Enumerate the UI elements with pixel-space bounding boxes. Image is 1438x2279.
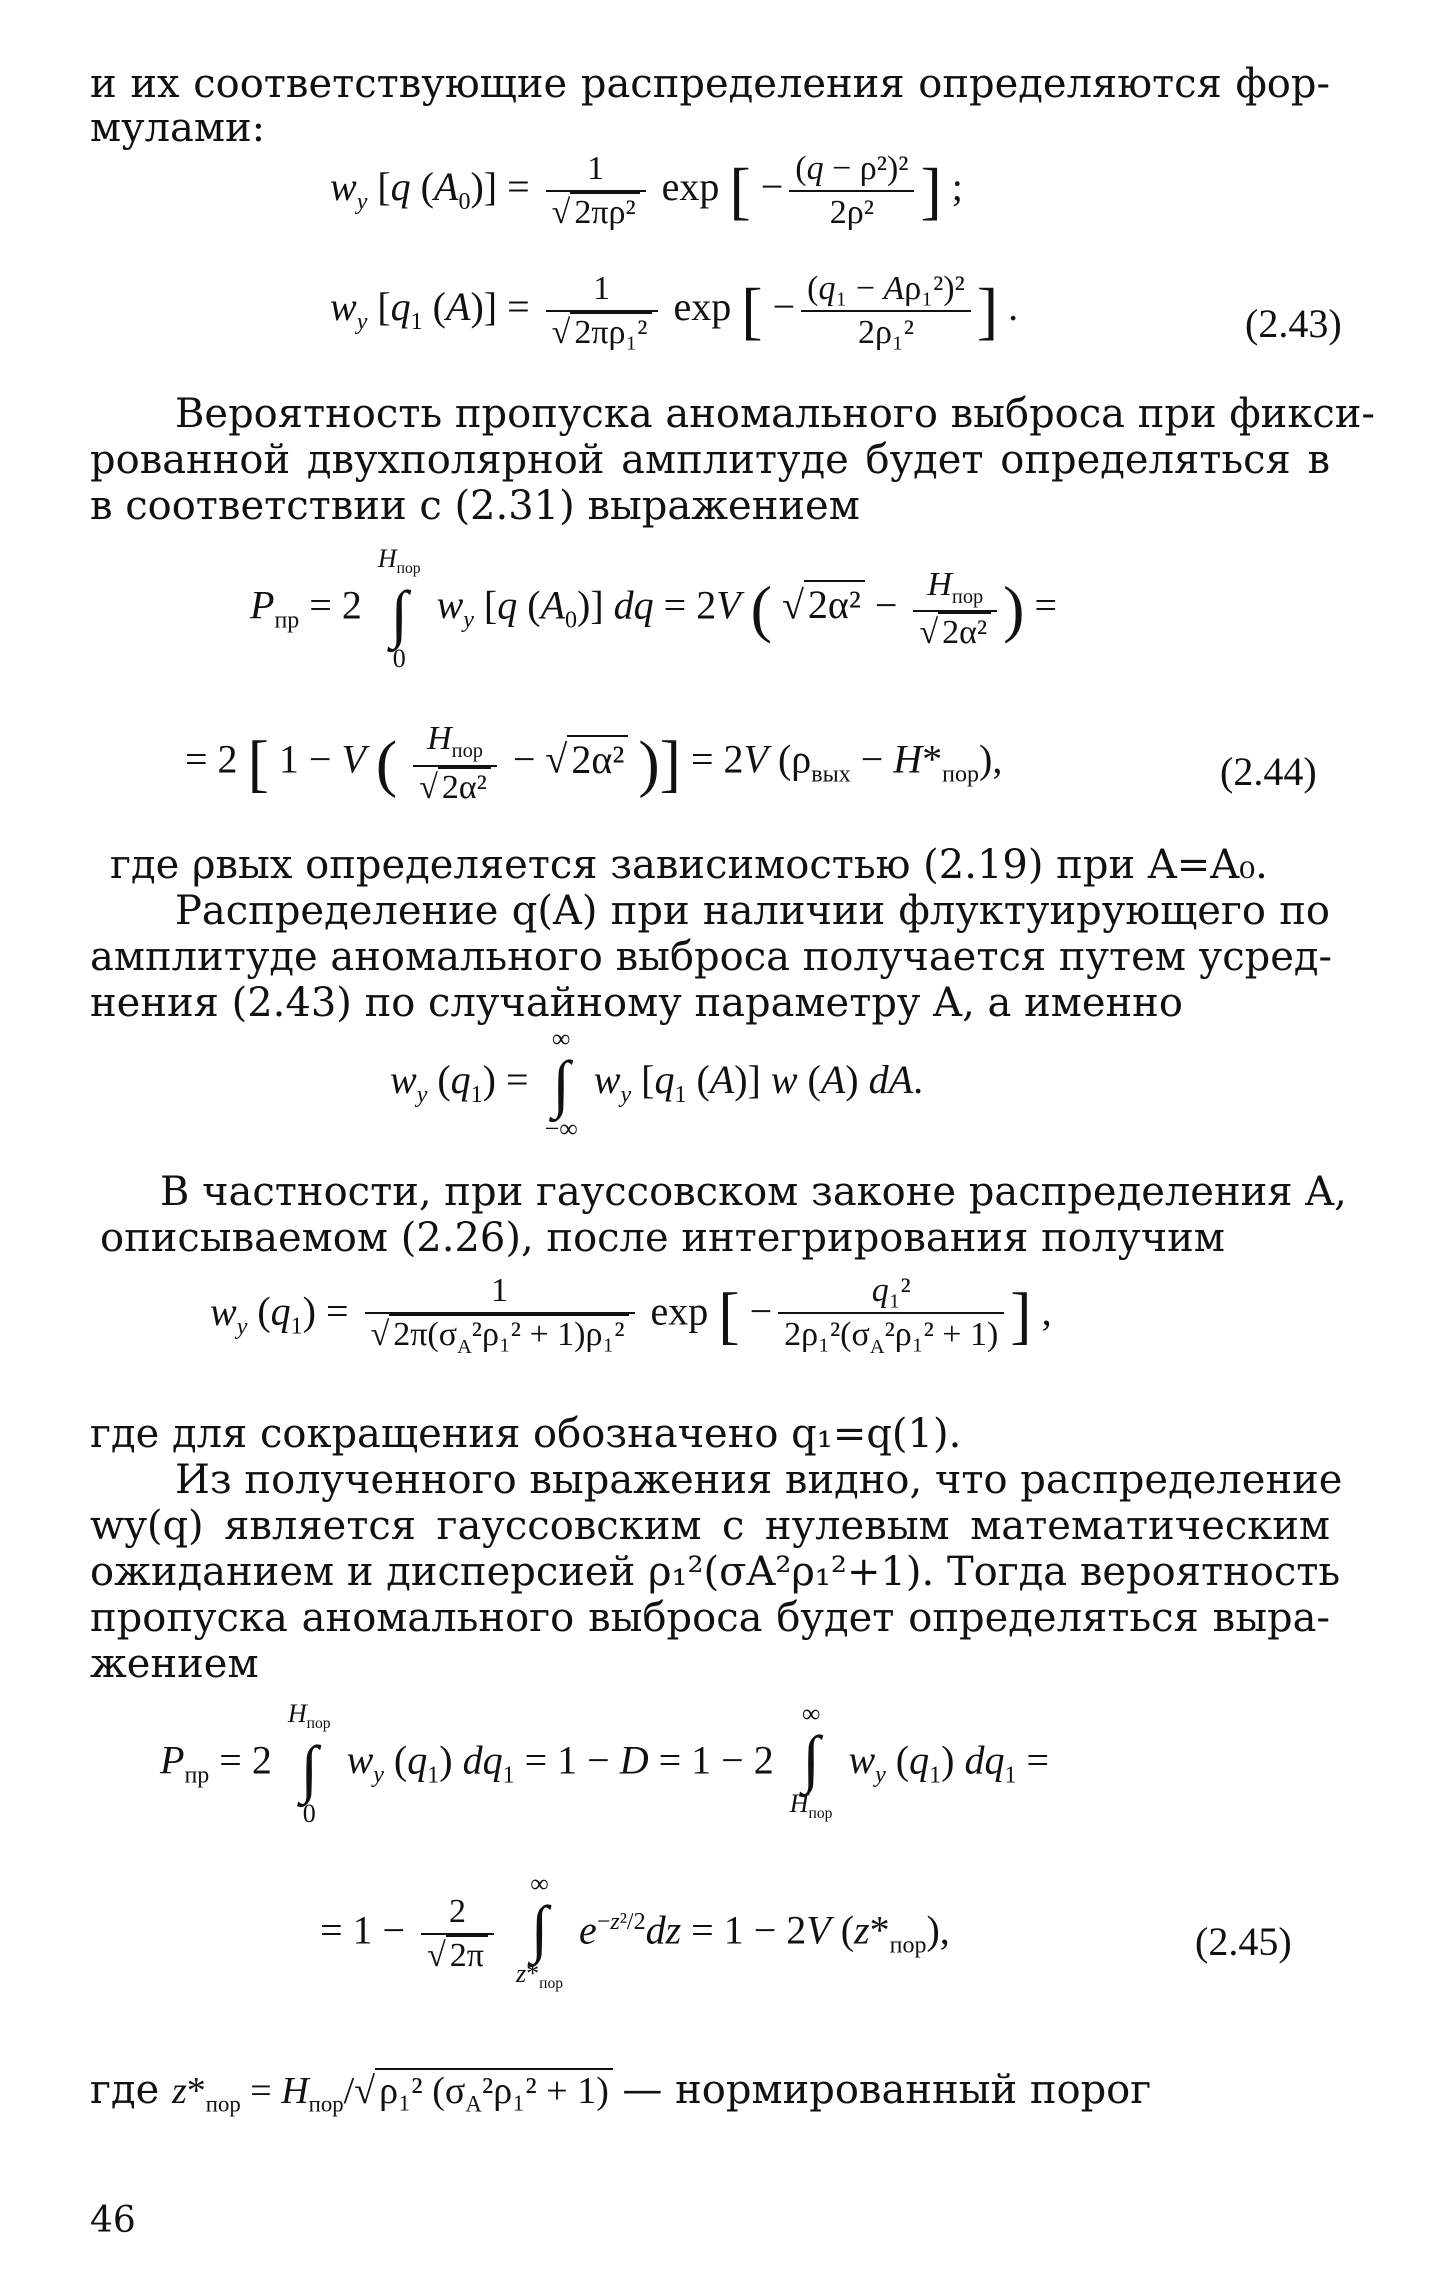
text-line: В частности, при гауссовском законе распределения A, — [160, 1169, 1347, 1215]
text-fragment: — нормированный порог — [622, 2067, 1152, 2113]
equation-2-44a: $P_{пр} = 2$ $H_{пор}$ ∫ 0 $w_y$ [q $(A_0)$] dq = 2V ( √ 2α² − $\frac{H_{пор}}{\text{√ 2α²}}$ ) = — [250, 544, 1057, 674]
text-line: жением — [90, 1641, 259, 1687]
text-line: мулами: — [90, 105, 266, 151]
text-line: Распределение q(A) при наличии флуктуирующего по — [175, 888, 1330, 934]
text-line: Из полученного выражения видно, что распределение — [175, 1457, 1343, 1503]
text-line: амплитуде аномального выброса получается путем усред- — [90, 934, 1333, 980]
text-line: Вероятность пропуска аномального выброса при фикси- — [175, 391, 1375, 437]
text-line: в соответствии с (2.31) выражением — [90, 483, 860, 529]
page-number: 46 — [90, 2200, 136, 2241]
equation-number: (2.44) — [1220, 749, 1317, 794]
equation-2-45a: $P_{пр} = 2$ $H_{пор}$ ∫ 0 $w_y$ $(q_1) dq_1 = 1 - D = 1 - 2$ ∞ ∫ $H_{пор}$ $w_y$ $(q_1) dq_1$ = — [160, 1699, 1050, 1829]
equation-2-44b: = 2 [ 1 − V ( $\frac{H_{пор}}{\text{√ 2α²}}$ − √ 2α² )] = 2V $(\rho_{вых} - H*_{пор})$, — [185, 720, 1003, 806]
equation-2-45b: = 1 − $\frac{2}{√ 2\pi}$ ∞ ∫ $z*_{пор}$ $e^{-z^2/2}dz = 1 - 2V$ $(z*_{пор})$, — [320, 1869, 950, 1993]
equation-number: (2.45) — [1195, 1919, 1292, 1964]
equation-2-43a: $w_y$ [q $(A_0)$] = $\frac{1}{\text{√ 2πρ²}}$ exp [ − $\frac{\text{(q − ρ²)²}}{\text{2ρ²}}$ ] ; — [330, 150, 963, 231]
equation-2-43b: $w_y$ [$q_1$ (A)] = $\frac{1}{\text{√ 2πρ₁²}}$ exp [ − $\frac{\text{(q₁ − Aρ₁²)²}}{\text{2ρ₁²}}$ ] . — [330, 270, 1019, 351]
text-line: ожиданием и дисперсией ρ₁²(σA²ρ₁²+1). Тогда вероятность — [90, 1549, 1341, 1595]
equation-integral-wy: $w_y$ $(q_1)$ = ∞ ∫ −∞ $w_y$ [$q_1$ (A)] w (A) dA. — [390, 1024, 924, 1143]
text-fragment: где — [90, 2067, 160, 2113]
text-line: нения (2.43) по случайному параметру A, а именно — [90, 980, 1183, 1026]
text-line: где для сокращения обозначено q₁=q(1). — [90, 1411, 962, 1457]
equation-gaussian: $w_y$ $(q_1)$ = $\frac{1}{√ 2\pi(\sigma_A^2\rho_1^2 + 1)\rho_1^2}$ exp [ − $\frac{\text{q₁²}}{2\rho_1^2(\sigma_A^2\rho_1^2 + 1)}$ ] , — [210, 1272, 1052, 1358]
text-line-last: где $z*_{пор} = H_{пор}/√$ ρ₁² $(\sigma_A^2\rho_1^2 + 1)$ — нормированный порог — [90, 2067, 1152, 2117]
equation-number: (2.43) — [1245, 301, 1342, 346]
text-line: и их соответствующие распределения определяются фор- — [90, 61, 1330, 107]
text-line: описываемом (2.26), после интегрирования получим — [100, 1215, 1225, 1261]
text-line: где ρвых определяется зависимостью (2.19) при A=A₀. — [110, 842, 1268, 888]
text-line: рованной двухполярной амплитуде будет определяться в — [90, 437, 1330, 483]
text-line: пропуска аномального выброса будет определяться выра- — [90, 1595, 1330, 1641]
text-line: wy(q) является гауссовским с нулевым математическим — [90, 1503, 1330, 1549]
